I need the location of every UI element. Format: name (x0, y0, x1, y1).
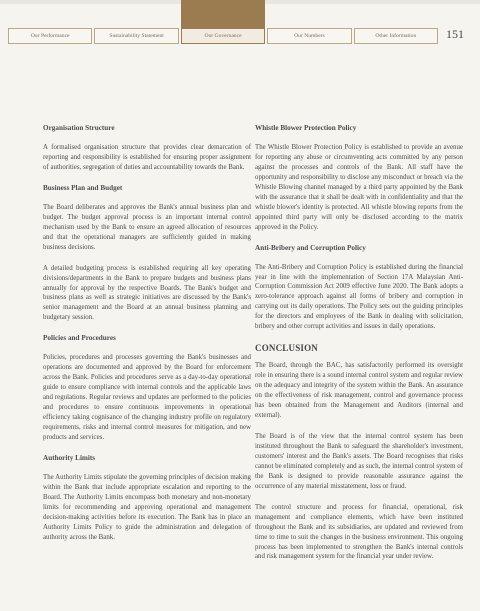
tab-sustainability-statement[interactable]: Sustainability Statement (94, 28, 178, 44)
paragraph: The Anti-Bribery and Corruption Policy is established during the financial year in line with the implementation of Section 17A Malaysian Anti-Corruption Commission Act 2009 effective June 2020. The Bank adopts a zero-tolerance approach against all forms of bribery and corruption in carrying out its daily operations. The Policy sets out the guiding principles for the directors and employees of the Bank in dealing with solicitation, bribery and other corrupt activities and issues in daily operations. (255, 263, 463, 331)
paragraph: The Whistle Blower Protection Policy is established to provide an avenue for reporting any abuse or circumventing acts committed by any person against the processes and controls of the Bank. All staff have the opportunity and responsibility to disclose any misconduct or breach via the Whistle Blowing channel managed by a third party appointed by the Bank with the assurance that it shall be dealt with in confidentiality and that the whistle blower's identity is protected. All whistle blowing reports from the appointed third party will only be disclosed according to the matrix approved in the Policy. (255, 144, 463, 231)
section-heading-policies-procedures: Policies and Procedures (43, 334, 116, 343)
section-heading-authority-limits: Authority Limits (43, 453, 96, 462)
left-column (43, 124, 251, 554)
paragraph: The Board, through the BAC, has satisfactorily performed its oversight role in ensuring there is a sound internal control system and regular review on the adequacy and integrity of the system within the Bank. An assurance on the effectiveness of risk management, control and governance process has been obtained from the Management and Auditors (internal and external). (255, 362, 463, 420)
paragraph: A formalised organisation structure that provides clear demarcation of reporting and responsibility is established for ensuring proper assignment of authorities, segregation of duties and accountability towards the Bank. (43, 144, 251, 171)
tab-our-performance[interactable]: Our Performance (8, 28, 92, 44)
section-heading-business-plan: Business Plan and Budget (43, 183, 123, 192)
section-heading-anti-bribery: Anti-Bribery and Corruption Policy (255, 243, 366, 252)
paragraph: A detailed budgeting process is established requiring all key operating divisions/departments in the Bank to prepare budgets and business plans annually for approval by the respective Boards. The Bank's budget and business plans as well as strategic initiatives are discussed by the Bank's senior management and the Board at an annual business planning and budgetary session. (43, 264, 251, 322)
tab-our-numbers[interactable]: Our Numbers (267, 28, 351, 44)
paragraph: The control structure and process for financial, operational, risk management and compliance elements, which have been instituted throughout the Bank and its subsidiaries, are updated and reviewed from time to time to suit the changes in the business environment. This ongoing process has been implemented to strengthen the Bank's internal controls and risk management system for the financial year under review. (255, 503, 463, 561)
right-column (255, 124, 463, 573)
section-nav (8, 28, 438, 44)
paragraph: The Board is of the view that the internal control system has been instituted throughout the Bank to safeguard the shareholder's investment, customers' interest and the Bank's assets. The Board recognises that risks cannot be eliminated completely and as such, the internal control system of the Bank is designed to provide reasonable assurance against the occurrence of any material misstatement, loss or fraud. (255, 432, 463, 490)
conclusion-title: CONCLUSION (255, 343, 319, 354)
tab-our-governance[interactable]: Our Governance (181, 28, 265, 44)
paragraph: The Board deliberates and approves the Bank's annual business plan and budget. The budget approval process is an important internal control mechanism used by the Bank to ensure an agreed allocation of resources and that the operational managers are sufficiently guided in making business decisions. (43, 203, 251, 251)
active-tab-marker (181, 0, 265, 28)
section-heading-whistle-blower: Whistle Blower Protection Policy (255, 124, 357, 132)
section-heading-organisation-structure: Organisation Structure (43, 124, 115, 132)
paragraph: Policies, procedures and processes governing the Bank's businesses and operations are documented and approved by the Board for enforcement across the Bank. Policies and procedures serve as a day-to-day operational guide to ensure compliance with internal controls and the applicable laws and regulations. Regular reviews and updates are performed to the policies and procedures to ensure continuous improvements in operational efficiency taking cognisance of the changing industry profile on regulatory requirements, risks and internal control measures for mitigation, and new products and services. (43, 354, 251, 441)
page-number: 151 (446, 27, 464, 41)
tab-other-information[interactable]: Other Information (354, 28, 438, 44)
paragraph: The Authority Limits stipulate the governing principles of decision making within the Bank that include appropriate escalation and reporting to the Board. The Authority Limits encompass both monetary and non-monetary limits for recommending and approving operational and management decision-making activities before its execution. The Bank has in place an Authority Limits Policy to guide the administration and delegation of authority across the Bank. (43, 473, 251, 541)
